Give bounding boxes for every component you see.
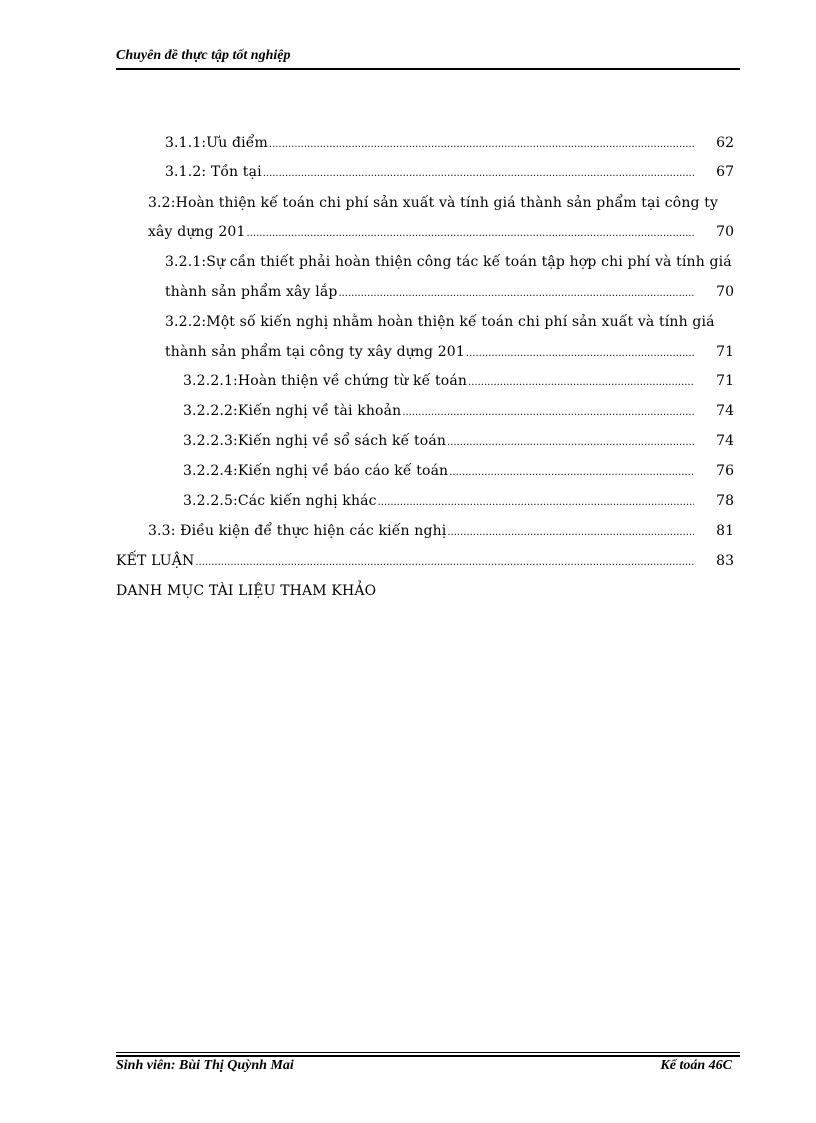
toc-entry-text: KẾT LUẬN <box>116 553 195 569</box>
toc-page-number: 78 <box>716 493 734 509</box>
toc-page-number: 74 <box>716 433 734 449</box>
toc-entry-text: 3.2:Hoàn thiện kế toán chi phí sản xuất và tính giá thành sản phẩm tại công ty <box>148 195 719 211</box>
toc-entry-text: 3.1.1:Ưu điểm <box>165 135 268 151</box>
toc-page-number: 70 <box>716 224 734 240</box>
toc-page-number: 83 <box>716 553 734 569</box>
toc-leader-dots <box>263 164 694 184</box>
toc-entry-text-cont: thành sản phẩm tại công ty xây dựng 201 <box>165 344 465 360</box>
toc-leader-dots <box>468 373 694 393</box>
toc-entry-ket-luan[interactable] <box>116 551 700 573</box>
toc-page-number: 71 <box>716 344 734 360</box>
toc-entry-text: 3.2.2.1:Hoàn thiện về chứng từ kế toán <box>183 373 468 389</box>
toc-entry-text-cont: xây dựng 201 <box>148 224 246 240</box>
toc-leader-dots <box>378 493 694 513</box>
toc-page-number: 74 <box>716 403 734 419</box>
toc-entry-3-1-1[interactable] <box>165 133 700 155</box>
toc-leader-dots <box>195 553 694 573</box>
toc-leader-dots <box>449 463 694 483</box>
toc-leader-dots <box>447 433 694 453</box>
toc-entry-3-2-1-cont[interactable] <box>165 282 700 304</box>
toc-leader-dots <box>269 135 694 155</box>
toc-entry-references[interactable] <box>116 581 616 601</box>
toc-page-number: 70 <box>716 284 734 300</box>
toc-leader-dots <box>447 523 694 543</box>
footer-rule <box>116 1052 740 1053</box>
toc-entry-text: 3.2.2.5:Các kiến nghị khác <box>183 493 377 509</box>
toc-entry-text: 3.2.2.4:Kiến nghị về báo cáo kế toán <box>183 463 449 479</box>
toc-entry-text: DANH MỤC TÀI LIỆU THAM KHẢO <box>116 583 377 599</box>
toc-entry-3-2-2-1[interactable] <box>183 371 700 393</box>
toc-entry-3-2-1[interactable] <box>165 252 732 272</box>
footer-class-name: Kế toán 46C <box>660 1058 732 1073</box>
toc-page-number: 67 <box>716 164 734 180</box>
footer-student-name: Sinh viên: Bùi Thị Quỳnh Mai <box>116 1058 294 1073</box>
footer-rule-thick <box>116 1055 740 1057</box>
toc-entry-text: 3.2.2.2:Kiến nghị về tài khoản <box>183 403 402 419</box>
toc-entry-3-2-2[interactable] <box>165 312 725 332</box>
toc-entry-3-2-2-4[interactable] <box>183 461 700 483</box>
toc-entry-3-2-2-5[interactable] <box>183 491 700 513</box>
toc-entry-3-2-2-3[interactable] <box>183 431 700 453</box>
toc-leader-dots <box>466 344 694 364</box>
toc-page-number: 71 <box>716 373 734 389</box>
toc-entry-text: 3.2.2:Một số kiến nghị nhằm hoàn thiện kế toán chi phí sản xuất và tính giá <box>165 314 715 330</box>
toc-leader-dots <box>247 224 694 244</box>
toc-page-number: 62 <box>716 135 734 151</box>
toc-entry-3-2[interactable] <box>148 193 719 213</box>
toc-entry-3-3[interactable] <box>148 521 700 543</box>
toc-entry-3-2-2-cont[interactable] <box>165 342 700 364</box>
toc-leader-dots <box>338 284 694 304</box>
toc-entry-3-1-2[interactable] <box>165 162 700 184</box>
toc-leader-dots <box>402 403 694 423</box>
toc-entry-text: 3.2.1:Sự cần thiết phải hoàn thiện công tác kế toán tập hợp chi phí và tính giá <box>165 254 732 270</box>
toc-entry-3-2-cont[interactable] <box>148 222 700 244</box>
toc-entry-text: 3.1.2: Tồn tại <box>165 164 262 180</box>
toc-entry-text: 3.2.2.3:Kiến nghị về sổ sách kế toán <box>183 433 447 449</box>
page-header-title: Chuyên đề thực tập tốt nghiệp <box>116 48 291 63</box>
toc-entry-text: 3.3: Điều kiện để thực hiện các kiến nghị <box>148 523 447 539</box>
toc-entry-text-cont: thành sản phẩm xây lắp <box>165 284 338 300</box>
toc-page-number: 76 <box>716 463 734 479</box>
toc-entry-3-2-2-2[interactable] <box>183 401 700 423</box>
toc-page-number: 81 <box>716 523 734 539</box>
